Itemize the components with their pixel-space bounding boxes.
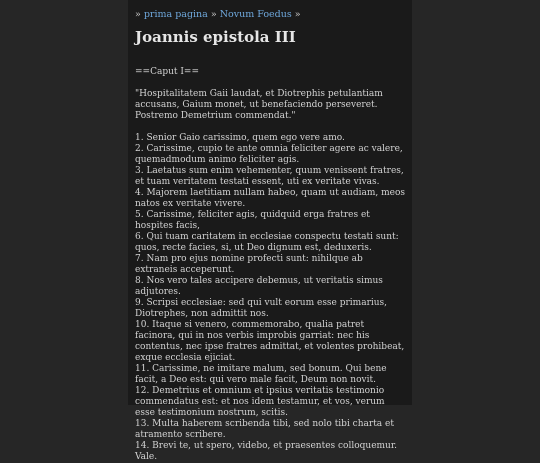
- verse: 5. Carissime, feliciter agis, quidquid erga fratres et hospites facis,: [135, 210, 370, 231]
- verse: 10. Itaque si venero, commemorabo, qualia patret facinora, qui in nos verbis improbis garriat: nec his contentus, nec ipse fratres admittat, et volentes prohibeat, exque ecclesia ejiciat.: [135, 320, 405, 363]
- verse: 7. Nam pro ejus nomine profecti sunt: nihilque ab extraneis acceperunt.: [135, 254, 363, 275]
- chapter-summary: "Hospitalitatem Gaii laudat, et Diotrephis petulantiam accusans, Gaium monet, ut benefaciendo perseveret. Postremo Demetrium commendat.": [135, 89, 383, 121]
- verse: 3. Laetatus sum enim vehementer, quum venissent fratres, et tuam veritatem testati essent, uti ex veritate vivas.: [135, 166, 404, 187]
- verse: 6. Qui tuam caritatem in ecclesiae conspectu testati sunt: quos, recte facies, si, ut Deo dignum est, deduxeris.: [135, 232, 399, 253]
- verse: 2. Carissime, cupio te ante omnia feliciter agere ac valere, quemadmodum animo feliciter agis.: [135, 144, 403, 165]
- verse: 4. Majorem laetitiam nullam habeo, quam ut audiam, meos natos ex veritate vivere.: [135, 188, 405, 209]
- breadcrumb-home-link[interactable]: prima pagina: [143, 9, 208, 20]
- verse: 11. Carissime, ne imitare malum, sed bonum. Qui bene facit, a Deo est: qui vero male facit, Deum non novit.: [135, 364, 387, 385]
- page-title: Joannis epistola III: [135, 28, 296, 46]
- verse: 12. Demetrius et omnium et ipsius veritatis testimonio commendatus est: et nos idem testamur, et vos, verum esse testimonium nostrum, scitis.: [135, 386, 385, 418]
- verse: 14. Brevi te, ut spero, videbo, et praesentes colloquemur. Vale.: [135, 441, 398, 462]
- breadcrumb-separator: »: [210, 9, 217, 20]
- article: [135, 8, 405, 463]
- verse: 9. Scripsi ecclesiae: sed qui vult eorum esse primarius, Diotrephes, non admittit nos.: [135, 298, 388, 319]
- verse: 1. Senior Gaio carissimo, quem ego vere amo.: [135, 133, 345, 143]
- breadcrumb-separator: »: [135, 9, 141, 20]
- breadcrumb-section-link[interactable]: Novum Foedus: [219, 9, 292, 20]
- breadcrumb-separator: »: [294, 9, 301, 20]
- verse: 8. Nos vero tales accipere debemus, ut veritatis simus adjutores.: [135, 276, 383, 297]
- verse: 13. Multa haberem scribenda tibi, sed nolo tibi charta et atramento scribere.: [135, 419, 394, 440]
- chapter-heading: ==Caput I==: [135, 67, 200, 77]
- breadcrumb: [135, 8, 405, 21]
- verse-list: [135, 133, 405, 463]
